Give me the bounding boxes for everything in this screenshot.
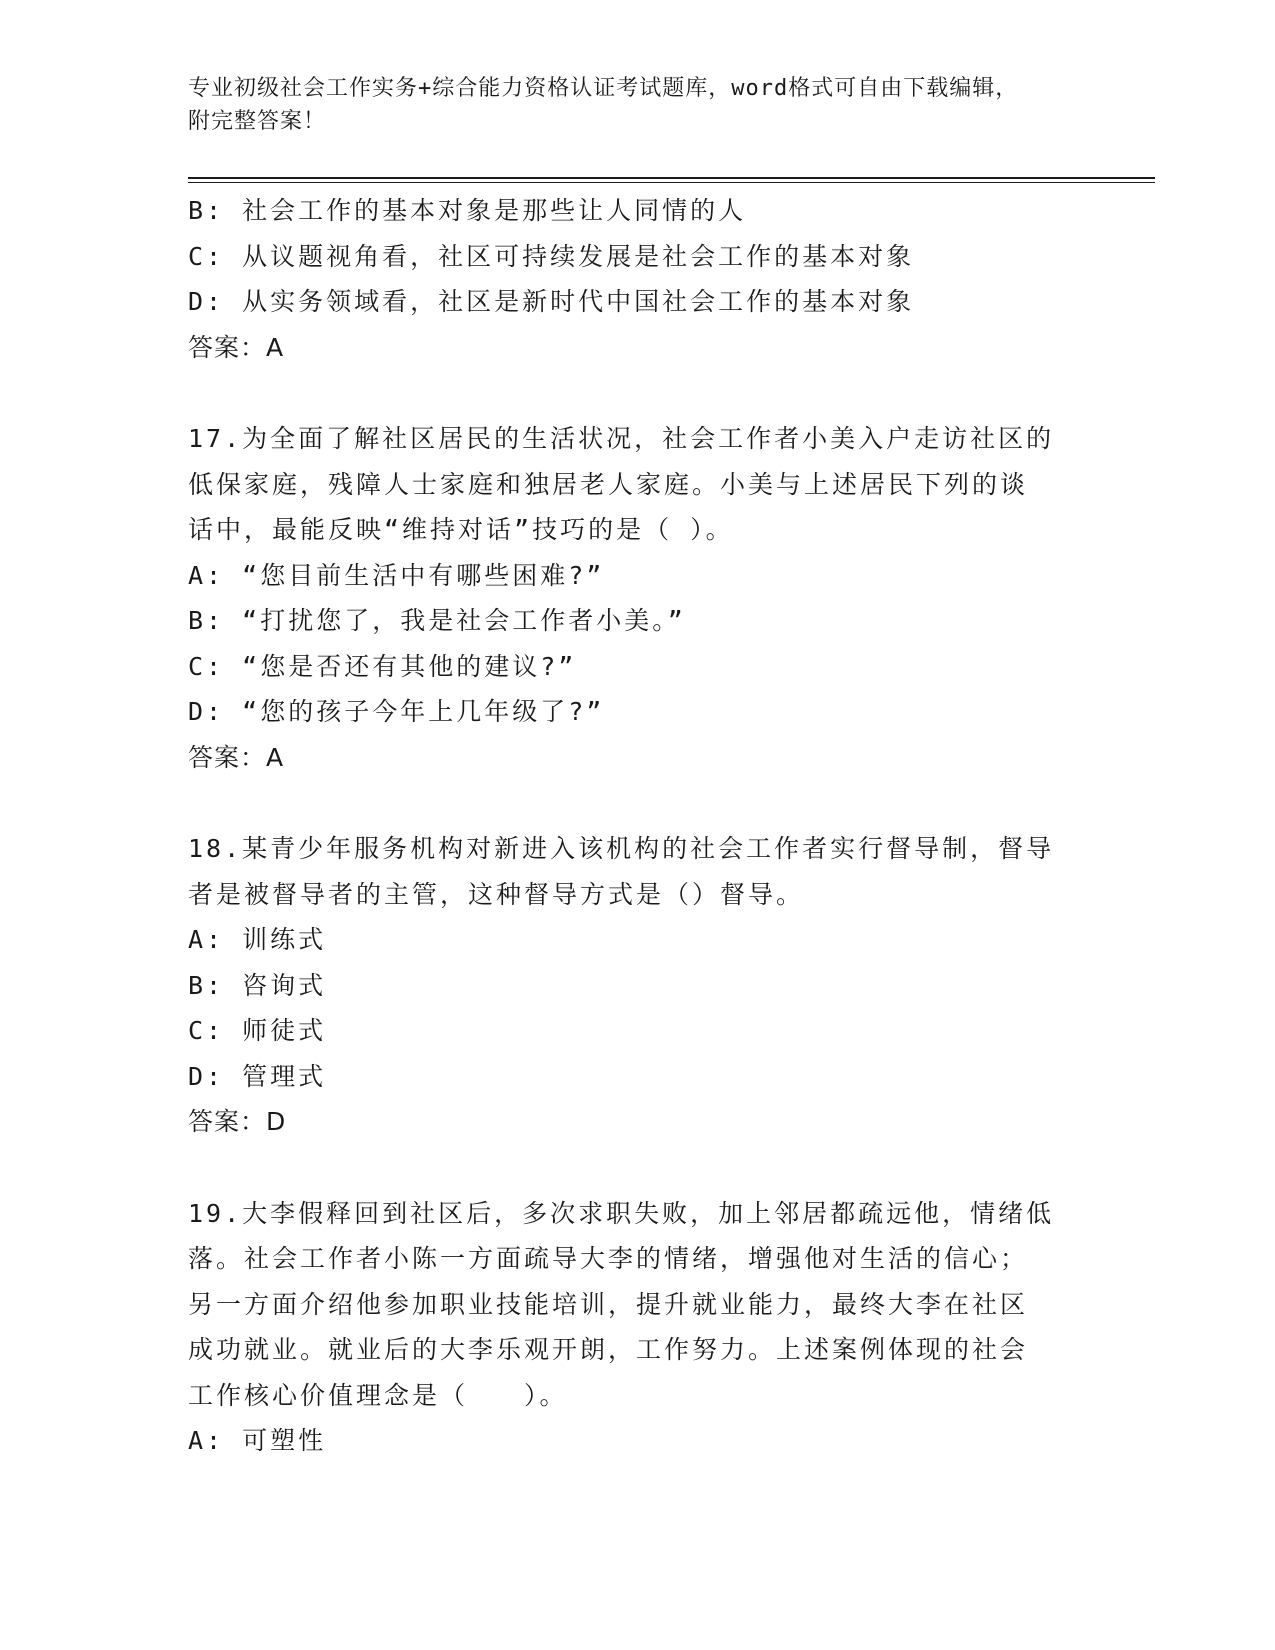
- q19-stem-line-2: 落。社会工作者小陈一方面疏导大李的情绪，增强他对生活的信心；: [188, 1244, 1029, 1273]
- q17-option-b: B: “打扰您了，我是社会工作者小美。”: [188, 606, 686, 635]
- q16-option-c: C: 从议题视角看，社区可持续发展是社会工作的基本对象: [188, 241, 915, 271]
- q18-option-d: D: 管理式: [188, 1061, 327, 1091]
- q16-answer: 答案：A: [188, 332, 285, 362]
- q18-stem-line-1: 18.某青少年服务机构对新进入该机构的社会工作者实行督导制，督导: [188, 834, 1055, 863]
- q16-option-b: B: 社会工作的基本对象是那些让人同情的人: [188, 196, 747, 225]
- q19-stem-line-4: 成功就业。就业后的大李乐观开朗，工作努力。上述案例体现的社会: [188, 1335, 1029, 1364]
- q18-option-c: C: 师徒式: [188, 1016, 327, 1045]
- q19-stem-line-1: 19.大李假释回到社区后，多次求职失败，加上邻居都疏远他，情绪低: [188, 1198, 1055, 1228]
- q17-stem-line-2: 低保家庭，残障人士家庭和独居老人家庭。小美与上述居民下列的谈: [188, 469, 1029, 499]
- q18-stem-line-2: 者是被督导者的主管，这种督导方式是（）督导。: [188, 879, 805, 909]
- header-divider-thin: [188, 182, 1155, 183]
- spacer: [188, 1145, 1088, 1191]
- page-header: [188, 72, 1068, 138]
- q18-option-b: B: 咨询式: [188, 970, 327, 1000]
- spacer: [188, 370, 1088, 416]
- q17-option-c: C: “您是否还有其他的建议?”: [188, 651, 577, 681]
- header-line-1: 专业初级社会工作实务+综合能力资格认证考试题库，word格式可自由下载编辑，: [188, 76, 1019, 101]
- q18-option-a: A: 训练式: [188, 925, 327, 954]
- q17-option-a: A: “您目前生活中有哪些困难?”: [188, 560, 605, 590]
- q16-option-d: D: 从实务领域看，社区是新时代中国社会工作的基本对象: [188, 287, 915, 316]
- header-line-2: 附完整答案！: [188, 109, 327, 134]
- q19-stem-line-5: 工作核心价值理念是（ ）。: [188, 1380, 568, 1410]
- q17-answer: 答案：A: [188, 742, 285, 772]
- header-divider: [188, 177, 1155, 179]
- question-list: [188, 188, 1088, 1464]
- spacer: [188, 780, 1088, 826]
- q17-option-d: D: “您的孩子今年上几年级了?”: [188, 697, 605, 726]
- q17-stem-line-3: 话中，最能反映“维持对话”技巧的是（ ）。: [188, 515, 734, 544]
- q19-option-a: A: 可塑性: [188, 1426, 327, 1455]
- q19-stem-line-3: 另一方面介绍他参加职业技能培训，提升就业能力，最终大李在社区: [188, 1289, 1029, 1319]
- q17-stem-line-1: 17.为全面了解社区居民的生活状况，社会工作者小美入户走访社区的: [188, 424, 1055, 453]
- q18-answer: 答案：D: [188, 1107, 287, 1136]
